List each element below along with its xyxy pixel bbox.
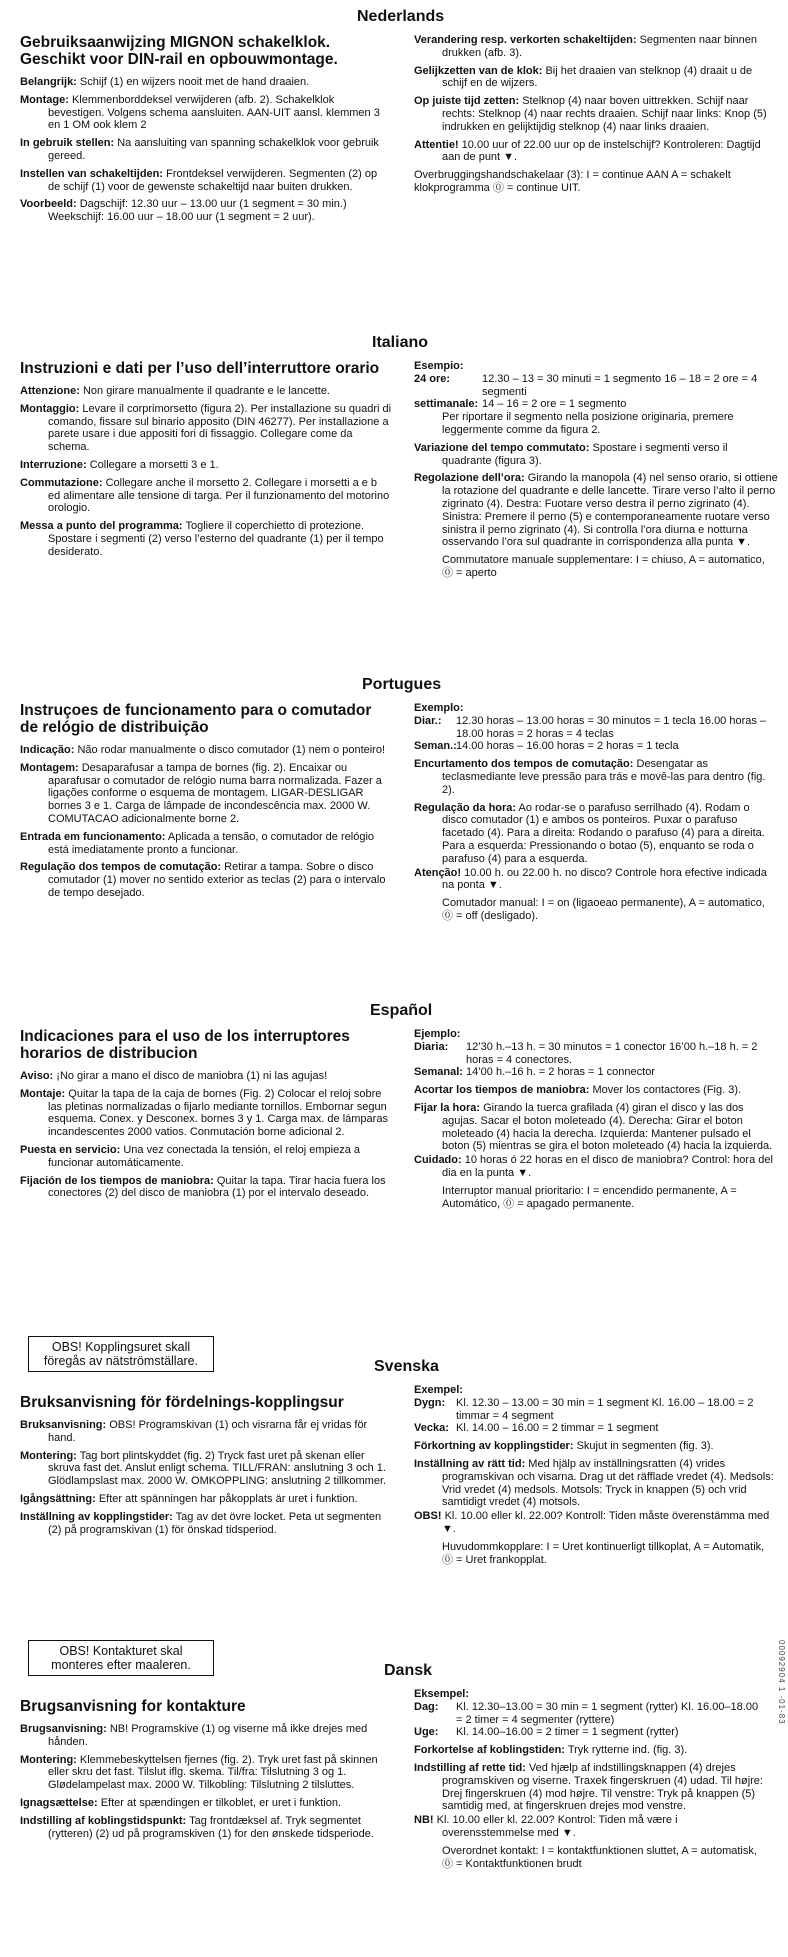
paragraph: Gelijkzetten van de klok: Bij het draaien van stelknop (4) draait u de schijf en de wijzers. [414, 64, 753, 90]
section-title: Indicaciones para el uso de los interruptores horarios de distribucion [20, 1028, 350, 1062]
paragraph: Cuidado: 10 horas ó 22 horas en el disco de maniobra? Control: hora del dia en la punta ▼. [414, 1154, 773, 1179]
paragraph: Commutatore manuale supplementare: I = chiuso, A = automatico, ⓪ = aperto [442, 554, 765, 579]
paragraph: Montage: Klemmenborddeksel verwijderen (afb. 2). Schakelklok bevestigen. Volgens schema aansluiten. AAN-UIT aansl. klemmen 3 en 1 OM ook klem 2 [20, 93, 380, 132]
section-portugues [0, 676, 788, 1006]
paragraph: Montagem: Desaparafusar a tampa de bornes (fig. 2). Encaixar ou aparafusar o comutador de relógio numa barra normalizada. Fazer a ligações conforme o esquema de montagem. LIGAR-DESLIGAR bornes 3 e 1. Carga de lâmpade de incondescência max. 2000 W. COMUTACAO adicionalmente borne 2. [20, 761, 382, 825]
paragraph: Regolazione dell’ora: Girando la manopola (4) nel senso orario, si ottiene la rotazione del quadrante e delle lancette. Tirare verso l’alto il perno zigrinato (4). Destra: Fuotare verso destra il perno zigrinato (4). Sinistra: Premere il perno (5) e contemporaneamente ruotare verso sinistra il perno zigrinato (4). Si controlla l’ora diurna e notturna osservando l’ora sul quadrante in corrispondenza alla punta ▼. [414, 472, 778, 549]
language-heading: Nederlands [357, 8, 445, 25]
paragraph: Indstilling af koblingstidspunkt: Tag frontdæksel af. Tryk segmentet (rytteren) (2) ud på programskiven (1) for den ønskede tidsperiode. [20, 1814, 374, 1840]
paragraph: Regulação da hora: Ao rodar-se o parafuso serrilhado (4). Rodam o disco comutador (1) e ambos os ponteiros. Puxar o parafuso facetado (4). Para a direita: Rodando o parafuso (4) para a direita. Para a esquerda: Pressionando o botao (5), enquanto se roda o parafuso (4) para a esquerda. [414, 801, 765, 865]
paragraph: Comutador manual: I = on (ligaoeao permanente), A = automatico, ⓪ = off (desligado). [442, 897, 765, 922]
paragraph: NB! Kl. 10.00 eller kl. 22.00? Kontrol: Tiden må være i overensstemmelse med ▼. [414, 1814, 678, 1839]
paragraph: Montering: Klemmebeskyttelsen fjernes (fig. 2). Tryk uret fast på skinnen eller skru det fast. Tilslut iflg. skema. Til/fra: Tilslutning 3 og 1. Glødelampelast max. 2000 W. Tilkobling: Tilslutning 2 tilsluttes. [20, 1753, 378, 1792]
language-heading: Svenska [374, 1358, 439, 1375]
paragraph: Igångsättning: Efter att spänningen har påkopplats är uret i funktion. [20, 1492, 358, 1505]
example-block: Exemplo: Diar.: 12.30 horas – 13.00 horas = 30 minutos = 1 tecla 16.00 horas – 18.00 horas = 2 horas = 4 teclas Seman.: 14.00 horas – 16.00 horas = 2 horas = 1 tecla [414, 702, 767, 753]
paragraph: Indstilling af rette tid: Ved hjælp af indstillingsknappen (4) drejes programskiven og viserne. Traxek fingerskruen (4) udad. Til højre: Drej fingerskruen (4) mod højre. Til venstre: Tryk på knappen (5) samtidig med, at fingerskruen drejes mod venstre. [414, 1761, 763, 1813]
paragraph: Fijar la hora: Girando la tuerca grafilada (4) giran el disco y las dos agujas. Sacar el boton moleteado (4). Derecha: Girar el boton moleteado (4) hacia la derecha. Izquierda: Mantener pulsado el boton (5) mientras se gira el boton moleteado (4) hacia la izquierda. [414, 1101, 773, 1153]
section-nederlands [0, 8, 788, 308]
paragraph: Indicação: Não rodar manualmente o disco comutador (1) nem o ponteiro! [20, 744, 386, 756]
paragraph: Fijación de los tiempos de maniobra: Quitar la tapa. Tirar hacia fuera los conectores (2) del disco de maniobra (1) por el intervalo deseado. [20, 1174, 386, 1200]
language-heading: Dansk [384, 1662, 433, 1679]
paragraph: Voorbeeld: Dagschijf: 12.30 uur – 13.00 uur (1 segment = 30 min.) Weekschijf: 16.00 uur – 18.00 uur (1 segment = 2 uur). [20, 198, 347, 224]
paragraph: Puesta en servicio: Una vez conectada la tensión, el reloj empieza a funcionar automáticamente. [20, 1143, 360, 1169]
paragraph: Montaje: Quitar la tapa de la caja de bornes (Fig. 2) Colocar el reloj sobre las pletinas normalizadas o fijarlo mediante tornillos. Embornar segun esquema. Conex. y Desconex. bornes 3 y 1. Carga max. de lámparas incandescentes 2000 vatios. Conmutación borne adicional 2. [20, 1087, 388, 1139]
paragraph: Interruzione: Collegare a morsetti 3 e 1. [20, 458, 219, 471]
right-column [414, 1028, 778, 1215]
warning-box: OBS! Kopplingsuret skall föregås av nätströmställare. [28, 1336, 214, 1372]
left-column [20, 1394, 392, 1541]
example-block: Exempel: Dygn: Kl. 12.30 – 13.00 = 30 min = 1 segment Kl. 16.00 – 18.00 = 2 timmar = 4 segment Vecka: Kl. 14.00 – 16.00 = 2 timmar = 1 segment [414, 1384, 754, 1435]
paragraph: Messa a punto del programma: Togliere il coperchietto di protezione. Spostare i segmenti (2) verso l’esterno del quadrante (1) per il tempo desiderato. [20, 520, 384, 558]
language-heading: Italiano [372, 334, 429, 351]
section-espanol [0, 1002, 788, 1322]
left-column [20, 702, 392, 905]
paragraph: Brugsanvisning: NB! Programskive (1) og viserne må ikke drejes med hånden. [20, 1723, 368, 1748]
paragraph: Bruksanvisning: OBS! Programskivan (1) och visrarna får ej vridas för hand. [20, 1419, 368, 1444]
right-column [414, 1688, 766, 1875]
section-svenska [0, 1336, 788, 1636]
margin-code: 00092904 1 -01-83 [777, 1640, 786, 1725]
right-column [414, 34, 778, 200]
paragraph: Inställning av kopplingstider: Tag av det övre locket. Peta ut segmenten (2) på programskivan (1) för önskad tidsperiod. [20, 1510, 382, 1536]
paragraph: Commutazione: Collegare anche il morsetto 2. Collegare i morsetti a e b ed alimentare alle tensione di targa. Per il funzionamento del motorino orologio. [20, 476, 390, 515]
paragraph: Belangrijk: Schijf (1) en wijzers nooit met de hand draaien. [20, 76, 310, 88]
paragraph: Förkortning av kopplingstider: Skujut in segmenten (fig. 3). [414, 1440, 714, 1453]
right-column [414, 1384, 778, 1571]
paragraph: Verandering resp. verkorten schakeltijden: Segmenten naar binnen drukken (afb. 3). [414, 34, 758, 59]
paragraph: Montaggio: Levare il corprimorsetto (figura 2). Per installazione su quadri di comando, fissare sul binario apposito (DIN 46277). Per installazione a parete usare i due appositi fori di fissaggio. Collegare come da schema. [20, 402, 392, 454]
section-title: Bruksanvisning för fördelnings-kopplingsur [20, 1394, 344, 1411]
left-column [20, 1698, 392, 1845]
section-italiano [0, 334, 788, 644]
section-title: Gebruiksaanwijzing MIGNON schakelklok. Geschikt voor DIN-rail en opbouwmontage. [20, 34, 338, 68]
section-title: Instruzioni e dati per l’uso dell’interruttore orario [20, 360, 380, 377]
example-block: Esempio: 24 ore: 12.30 – 13 = 30 minuti = 1 segmento 16 – 18 = 2 ore = 4 segmenti settimanale: 14 – 16 = 2 ore = 1 segmento Per riportare il segmento nella posizione originaria, premere leggermente comme da figura 2. [414, 360, 758, 436]
paragraph: OBS! Kl. 10.00 eller kl. 22.00? Kontroll: Tiden måste överenstämma med ▼. [414, 1510, 770, 1535]
paragraph: Overordnet kontakt: I = kontaktfunktionen sluttet, A = automatisk, ⓪ = Kontaktfunktionen brudt [442, 1844, 757, 1870]
paragraph: Instellen van schakeltijden: Frontdeksel verwijderen. Segmenten (2) op de schijf (1) voor de gewenste schakeltijd naar buiten drukken. [20, 167, 378, 193]
paragraph: Attenzione: Non girare manualmente il quadrante e le lancette. [20, 385, 330, 397]
paragraph: Encurtamento dos tempos de comutação: Desengatar as teclasmediante leve pressão para trás e movê-las para dentro (fig. 2). [414, 758, 766, 796]
left-column [20, 360, 392, 564]
paragraph: Entrada em funcionamento: Aplicada a tensão, o comutador de relógio está imediatamente pronto a funcionar. [20, 830, 374, 856]
right-column [414, 360, 778, 585]
language-heading: Español [370, 1002, 433, 1019]
paragraph: Montering: Tag bort plintskyddet (fig. 2) Tryck fast uret på skenan eller skruva fast det. Anslut enligt schema. TILL/FRAN: anslutning 3 och 1. Glödlampslast max. 2000 W. OMKOPPLING: anslutning 2 tillkommer. [20, 1449, 387, 1488]
paragraph: Attentie! 10.00 uur of 22.00 uur op de instelschijf? Kontroleren: Dagtijd aan de punt ▼. [414, 138, 761, 164]
section-dansk [0, 1640, 788, 1950]
paragraph: Overbruggingshandschakelaar (3): I = continue AAN A = schakelt klokprogramma ⓪ = continue UIT. [414, 169, 731, 194]
left-column [20, 1028, 392, 1205]
paragraph: Huvudommkopplare: I = Uret kontinuerligt tillkoplat, A = Automatik, ⓪ = Uret frankopplat. [442, 1540, 765, 1566]
paragraph: In gebruik stellen: Na aansluiting van spanning schakelklok voor gebruik gereed. [20, 137, 379, 162]
paragraph: Ignagsættelse: Efter at spændingen er tilkoblet, er uret i funktion. [20, 1796, 342, 1809]
left-column [20, 34, 392, 229]
paragraph: Interruptor manual prioritario: I = encendido permanente, A = Automático, ⓪ = apagado permanente. [442, 1184, 737, 1210]
example-block: Eksempel: Dag: Kl. 12.30–13.00 = 30 min = 1 segment (rytter) Kl. 16.00–18.00 = 2 timer = 4 segmenter (ryttere) Uge: Kl. 14.00–16.00 = 2 timer = 1 segment (rytter) [414, 1688, 759, 1739]
paragraph: Acortar los tiempos de maniobra: Mover los contactores (Fig. 3). [414, 1084, 742, 1097]
warning-box: OBS! Kontakturet skal monteres efter maaleren. [28, 1640, 214, 1676]
example-block: Ejemplo: Diaria: 12’30 h.–13 h. = 30 minutos = 1 conector 16’00 h.–18 h. = 2 horas = 4 conectores. Semanal: 14’00 h.–16 h. = 2 horas = 1 connector [414, 1028, 758, 1079]
paragraph: Regulação dos tempos de comutação: Retirar a tampa. Sobre o disco comutador (1) mover no sentido exterior as teclas (2) para o intervalo de tempo desejado. [20, 861, 386, 899]
paragraph: Inställning av rätt tid: Med hjälp av inställningsratten (4) vrides programskivan och visarna. Drag ut det räfflade vredet (4). Medsols: Vrid vredet (4) medsols. Motsols: Tryck in knappen (5) och vrid samtidigt vredet (4) motsols. [414, 1457, 774, 1509]
language-heading: Portugues [362, 676, 442, 693]
paragraph: Variazione del tempo commutato: Spostare i segmenti verso il quadrante (figura 3). [414, 441, 728, 467]
section-title: Brugsanvisning for kontakture [20, 1698, 246, 1715]
paragraph: Forkortelse af koblingstiden: Tryk rytterne ind. (fig. 3). [414, 1744, 688, 1757]
section-title: Instruçoes de funcionamento para o comutador de relógio de distribuiçāo [20, 702, 372, 736]
paragraph: Aviso: ¡No girar a mano el disco de maniobra (1) ni las agujas! [20, 1070, 328, 1082]
paragraph: Atenção! 10.00 h. ou 22.00 h. no disco? Controle hora efective indicada na ponta ▼. [414, 866, 767, 892]
right-column [414, 702, 778, 928]
paragraph: Op juiste tijd zetten: Stelknop (4) naar boven uittrekken. Schijf naar rechts: Stelknop (4) naar rechts draaien. Schijf naar links: Knop (5) indrukken en gelijktijdig stelknop (4) naar links draaien. [414, 95, 767, 133]
